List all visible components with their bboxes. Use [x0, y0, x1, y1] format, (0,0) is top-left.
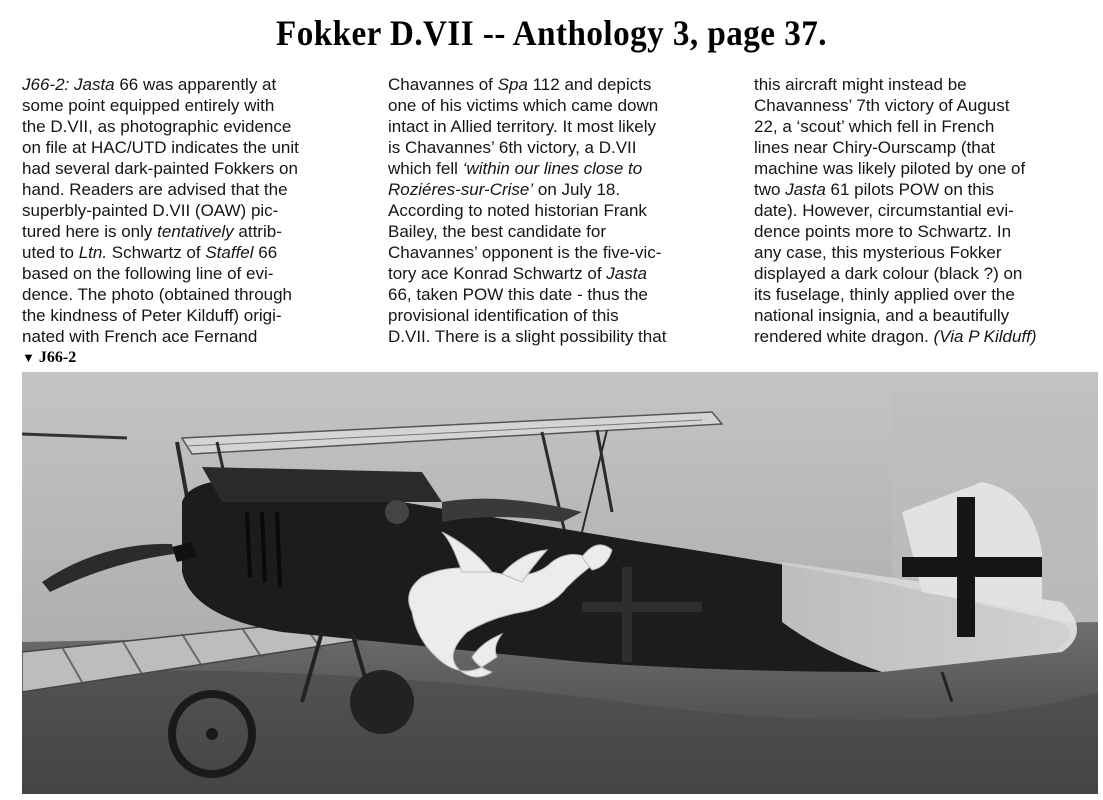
- text-line: [22, 242, 360, 263]
- text-line: [22, 221, 360, 242]
- text-line: [754, 263, 1092, 284]
- text-line: [388, 158, 726, 179]
- text-segment: superbly-painted D.VII (OAW) pic-: [22, 201, 279, 220]
- text-segment: Chavanness’ 7th victory of August: [754, 96, 1010, 115]
- figure-label: [22, 349, 76, 367]
- italic-text: tentatively: [157, 222, 234, 241]
- text-line: [388, 95, 726, 116]
- text-segment: nated with French ace Fernand: [22, 327, 258, 346]
- text-segment: hand. Readers are advised that the: [22, 180, 288, 199]
- italic-text: Roziéres-sur-Crise’: [388, 180, 534, 199]
- text-segment: which fell: [388, 159, 463, 178]
- text-segment: uted to: [22, 243, 79, 262]
- text-segment: lines near Chiry-Ourscamp (that: [754, 138, 995, 157]
- text-segment: 112 and depicts: [527, 75, 652, 94]
- text-segment: this aircraft might instead be: [754, 75, 967, 94]
- text-line: [754, 284, 1092, 305]
- text-segment: Bailey, the best candidate for: [388, 222, 606, 241]
- text-segment: tory ace Konrad Schwartz of: [388, 264, 607, 283]
- text-line: [22, 263, 360, 284]
- text-segment: date). However, circumstantial evi-: [754, 201, 1014, 220]
- text-line: [754, 221, 1092, 242]
- text-line: [22, 158, 360, 179]
- text-line: [388, 116, 726, 137]
- figure-label-text: J66-2: [38, 349, 77, 366]
- text-segment: 22, a ‘scout’ which fell in French: [754, 117, 995, 136]
- text-segment: one of his victims which came down: [388, 96, 659, 115]
- aircraft-photo: [22, 372, 1098, 794]
- text-line: [754, 200, 1092, 221]
- triangle-down-icon: ▼: [22, 350, 35, 365]
- text-line: [22, 116, 360, 137]
- text-segment: two: [754, 180, 786, 199]
- text-segment: Chavannes’ opponent is the five-vic-: [388, 243, 662, 262]
- text-column-2: [388, 74, 726, 352]
- text-line: [22, 74, 360, 95]
- text-line: [388, 305, 726, 326]
- text-line: [22, 305, 360, 326]
- text-line: [388, 263, 726, 284]
- italic-text: Staffel: [205, 243, 254, 262]
- text-line: [754, 326, 1092, 347]
- text-line: [754, 179, 1092, 200]
- text-segment: its fuselage, thinly applied over the: [754, 285, 1015, 304]
- fokker-photo-illustration: [22, 372, 1098, 794]
- text-line: [754, 242, 1092, 263]
- text-line: [388, 242, 726, 263]
- text-line: [754, 305, 1092, 326]
- text-line: [22, 284, 360, 305]
- text-line: [754, 74, 1092, 95]
- text-segment: on July 18.: [533, 180, 621, 199]
- text-segment: rendered white dragon.: [754, 327, 934, 346]
- text-segment: had several dark-painted Fokkers on: [22, 159, 298, 178]
- text-segment: displayed a dark colour (black ?) on: [754, 264, 1023, 283]
- text-line: [22, 179, 360, 200]
- text-line: [754, 95, 1092, 116]
- text-line: [388, 179, 726, 200]
- text-segment: on file at HAC/UTD indicates the unit: [22, 138, 299, 157]
- text-segment: the D.VII, as photographic evidence: [22, 117, 292, 136]
- italic-text: Spa: [497, 75, 528, 94]
- text-line: [22, 326, 360, 347]
- text-segment: some point equipped entirely with: [22, 96, 275, 115]
- text-line: [754, 137, 1092, 158]
- text-segment: Schwartz of: [107, 243, 206, 262]
- italic-text: ‘within our lines close to: [462, 159, 643, 178]
- text-segment: any case, this mysterious Fokker: [754, 243, 1002, 262]
- text-segment: 66, taken POW this date - thus the: [388, 285, 648, 304]
- text-segment: Chavannes of: [388, 75, 498, 94]
- text-segment: D.VII. There is a slight possibility that: [388, 327, 667, 346]
- text-segment: provisional identification of this: [388, 306, 619, 325]
- text-line: [22, 137, 360, 158]
- italic-text: (Via P Kilduff): [933, 327, 1037, 346]
- text-segment: the kindness of Peter Kilduff) origi-: [22, 306, 282, 325]
- page-title: Fokker D.VII -- Anthology 3, page 37.: [276, 13, 827, 53]
- text-segment: dence points more to Schwartz. In: [754, 222, 1012, 241]
- text-line: [22, 200, 360, 221]
- text-line: [388, 326, 726, 347]
- text-column-1: [22, 74, 360, 352]
- text-segment: 66 was apparently at: [114, 75, 277, 94]
- text-line: [388, 284, 726, 305]
- text-segment: attrib-: [233, 222, 282, 241]
- italic-text: Jasta: [785, 180, 826, 199]
- text-segment: based on the following line of evi-: [22, 264, 274, 283]
- text-line: [388, 137, 726, 158]
- text-segment: dence. The photo (obtained through: [22, 285, 293, 304]
- italic-text: J66-2:: [22, 75, 70, 94]
- text-segment: 61 pilots POW on this: [825, 180, 995, 199]
- text-segment: machine was likely piloted by one of: [754, 159, 1026, 178]
- text-line: [754, 158, 1092, 179]
- text-line: [388, 221, 726, 242]
- text-segment: tured here is only: [22, 222, 158, 241]
- text-line: [388, 200, 726, 221]
- text-line: [754, 116, 1092, 137]
- text-segment: intact in Allied territory. It most likely: [388, 117, 656, 136]
- text-column-3: [754, 74, 1092, 352]
- text-segment: According to noted historian Frank: [388, 201, 647, 220]
- text-line: [388, 74, 726, 95]
- text-line: [22, 95, 360, 116]
- text-segment: national insignia, and a beautifully: [754, 306, 1010, 325]
- italic-text: Jasta: [73, 75, 115, 94]
- text-segment: is Chavannes’ 6th victory, a D.VII: [388, 138, 637, 157]
- italic-text: Ltn.: [78, 243, 108, 262]
- italic-text: Jasta: [606, 264, 647, 283]
- text-segment: 66: [253, 243, 278, 262]
